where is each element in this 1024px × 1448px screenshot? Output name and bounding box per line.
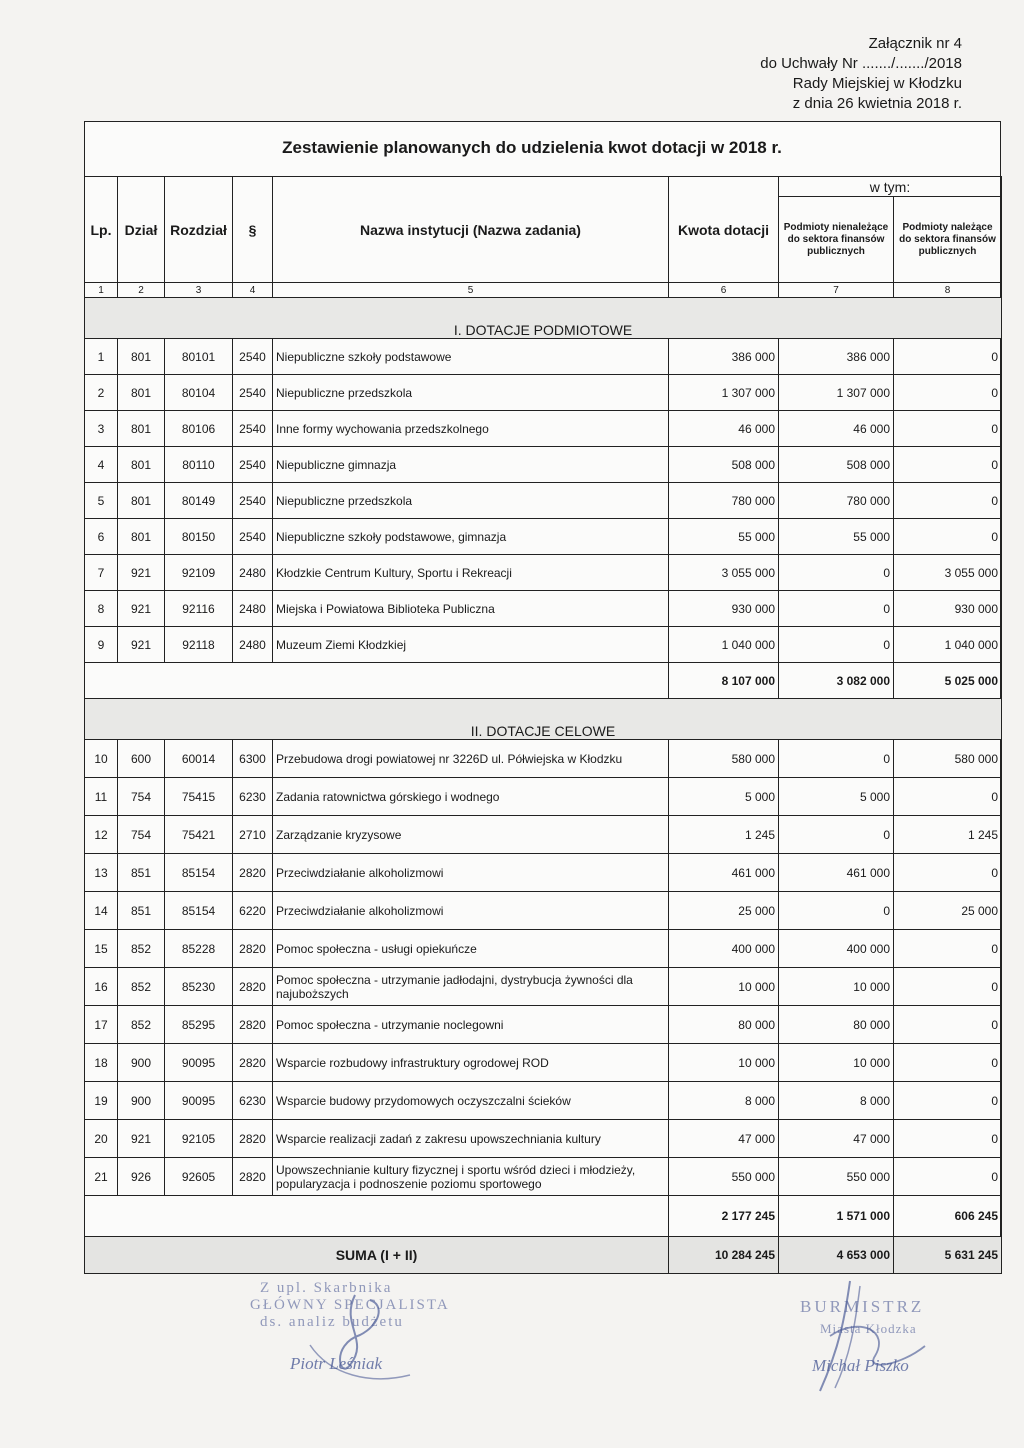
row-name: Przebudowa drogi powiatowej nr 3226D ul. Półwiejska w Kłodzku: [273, 740, 669, 778]
row-public: 25 000: [894, 892, 1002, 930]
header-amount: Kwota dotacji: [669, 177, 779, 283]
row-dzial: 801: [118, 447, 165, 483]
row-lp: 10: [85, 740, 118, 778]
row-dzial: 801: [118, 519, 165, 555]
attachment-line-2: do Uchwały Nr ......./......./2018: [760, 55, 962, 72]
row-non-public: 0: [779, 555, 894, 591]
row-paragraph: 2820: [233, 1006, 273, 1044]
row-lp: 2: [85, 375, 118, 411]
row-lp: 3: [85, 411, 118, 447]
col-number: 5: [273, 283, 669, 298]
row-lp: 1: [85, 339, 118, 375]
row-non-public: 55 000: [779, 519, 894, 555]
mayor-signature: Michał Piszko: [812, 1356, 909, 1375]
stamp-left-line-2: GŁÓWNY SPECJALISTA: [250, 1297, 450, 1313]
header-dzial: Dział: [118, 177, 165, 283]
row-name: Przeciwdziałanie alkoholizmowi: [273, 892, 669, 930]
section-2-sum-amount: 2 177 245: [669, 1196, 779, 1237]
row-amount: 8 000: [669, 1082, 779, 1120]
row-dzial: 852: [118, 968, 165, 1006]
row-name: Pomoc społeczna - usługi opiekuńcze: [273, 930, 669, 968]
row-name: Upowszechnianie kultury fizycznej i sportu wśród dzieci i młodzieży, popularyzacja i podnoszenie poziomu sportowego: [273, 1158, 669, 1196]
header-non-public: Podmioty nienależące do sektora finansów publicznych: [779, 197, 894, 283]
row-lp: 11: [85, 778, 118, 816]
column-numbers-row: [85, 283, 1002, 298]
row-name: Niepubliczne gimnazja: [273, 447, 669, 483]
row-paragraph: 6220: [233, 892, 273, 930]
row-amount: 47 000: [669, 1120, 779, 1158]
section-1-sum-non-public: 3 082 000: [779, 663, 894, 699]
row-paragraph: 2710: [233, 816, 273, 854]
row-non-public: 0: [779, 591, 894, 627]
row-public: 580 000: [894, 740, 1002, 778]
header-lp: Lp.: [85, 177, 118, 283]
table-row: [85, 740, 1002, 778]
stamp-right-line-2: Miasta Kłodzka: [820, 1321, 917, 1336]
row-amount: 400 000: [669, 930, 779, 968]
row-paragraph: 6230: [233, 778, 273, 816]
row-amount: 1 245: [669, 816, 779, 854]
grand-total-public: 5 631 245: [894, 1237, 1002, 1274]
col-number: 8: [894, 283, 1002, 298]
header-public: Podmioty należące do sektora finansów publicznych: [894, 197, 1002, 283]
row-rozdzial: 75421: [165, 816, 233, 854]
row-public: 1 245: [894, 816, 1002, 854]
row-name: Niepubliczne szkoły podstawowe, gimnazja: [273, 519, 669, 555]
row-dzial: 801: [118, 339, 165, 375]
row-name: Pomoc społeczna - utrzymanie noclegowni: [273, 1006, 669, 1044]
row-non-public: 0: [779, 892, 894, 930]
row-name: Przeciwdziałanie alkoholizmowi: [273, 854, 669, 892]
table-row: [85, 968, 1002, 1006]
row-paragraph: 6230: [233, 1082, 273, 1120]
row-rozdzial: 85228: [165, 930, 233, 968]
row-lp: 17: [85, 1006, 118, 1044]
row-public: 0: [894, 411, 1002, 447]
row-rozdzial: 92116: [165, 591, 233, 627]
row-rozdzial: 85154: [165, 854, 233, 892]
row-name: Pomoc społeczna - utrzymanie jadłodajni, dystrybucja żywności dla najuboższych: [273, 968, 669, 1006]
row-public: 0: [894, 1082, 1002, 1120]
table-row: [85, 816, 1002, 854]
row-name: Niepubliczne przedszkola: [273, 483, 669, 519]
col-number: 1: [85, 283, 118, 298]
row-rozdzial: 80110: [165, 447, 233, 483]
row-public: 0: [894, 1158, 1002, 1196]
row-dzial: 852: [118, 1006, 165, 1044]
row-lp: 15: [85, 930, 118, 968]
row-amount: 80 000: [669, 1006, 779, 1044]
row-rozdzial: 90095: [165, 1082, 233, 1120]
row-public: 1 040 000: [894, 627, 1002, 663]
grand-total-amount: 10 284 245: [669, 1237, 779, 1274]
row-amount: 10 000: [669, 1044, 779, 1082]
row-paragraph: 2540: [233, 375, 273, 411]
table-row: [85, 483, 1002, 519]
section-1-title: I. DOTACJE PODMIOTOWE: [85, 298, 1002, 339]
row-public: 3 055 000: [894, 555, 1002, 591]
row-amount: 550 000: [669, 1158, 779, 1196]
section-2-title: II. DOTACJE CELOWE: [85, 699, 1002, 740]
table-row: [85, 591, 1002, 627]
row-public: 0: [894, 519, 1002, 555]
row-paragraph: 2820: [233, 1158, 273, 1196]
row-lp: 21: [85, 1158, 118, 1196]
table-row: [85, 1082, 1002, 1120]
col-number: 3: [165, 283, 233, 298]
attachment-line-3: Rady Miejskiej w Kłodzku: [792, 75, 962, 92]
row-lp: 20: [85, 1120, 118, 1158]
row-non-public: 5 000: [779, 778, 894, 816]
row-lp: 7: [85, 555, 118, 591]
row-rozdzial: 80104: [165, 375, 233, 411]
header-name: Nazwa instytucji (Nazwa zadania): [273, 177, 669, 283]
row-name: Muzeum Ziemi Kłodzkiej: [273, 627, 669, 663]
row-paragraph: 2540: [233, 447, 273, 483]
section-2-sum-non-public: 1 571 000: [779, 1196, 894, 1237]
treasurer-signature-scribble: [300, 1285, 420, 1395]
row-public: 930 000: [894, 591, 1002, 627]
row-non-public: 400 000: [779, 930, 894, 968]
row-public: 0: [894, 1044, 1002, 1082]
table-row: [85, 339, 1002, 375]
row-non-public: 508 000: [779, 447, 894, 483]
row-rozdzial: 92105: [165, 1120, 233, 1158]
row-non-public: 8 000: [779, 1082, 894, 1120]
row-amount: 580 000: [669, 740, 779, 778]
row-lp: 6: [85, 519, 118, 555]
row-name: Kłodzkie Centrum Kultury, Sportu i Rekreacji: [273, 555, 669, 591]
section-2-sum-public: 606 245: [894, 1196, 1002, 1237]
row-paragraph: 2480: [233, 591, 273, 627]
row-paragraph: 2820: [233, 1044, 273, 1082]
row-rozdzial: 75415: [165, 778, 233, 816]
table-row: [85, 778, 1002, 816]
row-public: 0: [894, 375, 1002, 411]
row-dzial: 921: [118, 627, 165, 663]
row-public: 0: [894, 447, 1002, 483]
row-name: Wsparcie rozbudowy infrastruktury ogrodowej ROD: [273, 1044, 669, 1082]
treasurer-signature: Piotr Leśniak: [290, 1354, 383, 1373]
row-rozdzial: 80101: [165, 339, 233, 375]
row-amount: 1 040 000: [669, 627, 779, 663]
table-row: [85, 519, 1002, 555]
table-row: [85, 447, 1002, 483]
row-non-public: 10 000: [779, 1044, 894, 1082]
section-1-header: [85, 298, 1002, 339]
table-row: [85, 411, 1002, 447]
row-name: Niepubliczne przedszkola: [273, 375, 669, 411]
row-lp: 14: [85, 892, 118, 930]
row-lp: 13: [85, 854, 118, 892]
row-dzial: 600: [118, 740, 165, 778]
row-paragraph: 2820: [233, 968, 273, 1006]
row-non-public: 0: [779, 627, 894, 663]
row-public: 0: [894, 854, 1002, 892]
row-lp: 19: [85, 1082, 118, 1120]
row-dzial: 852: [118, 930, 165, 968]
stamp-right-line-1: BURMISTRZ: [800, 1297, 925, 1316]
header-w-tym: w tym:: [779, 177, 1002, 197]
row-public: 0: [894, 968, 1002, 1006]
section-2-sum: [85, 1196, 1002, 1237]
row-lp: 8: [85, 591, 118, 627]
attachment-note: [760, 34, 962, 114]
row-non-public: 10 000: [779, 968, 894, 1006]
row-dzial: 754: [118, 778, 165, 816]
row-paragraph: 2540: [233, 411, 273, 447]
row-amount: 508 000: [669, 447, 779, 483]
table-row: [85, 1158, 1002, 1196]
row-paragraph: 2820: [233, 854, 273, 892]
row-rozdzial: 92118: [165, 627, 233, 663]
row-non-public: 80 000: [779, 1006, 894, 1044]
row-rozdzial: 92605: [165, 1158, 233, 1196]
row-name: Zarządzanie kryzysowe: [273, 816, 669, 854]
row-dzial: 900: [118, 1044, 165, 1082]
table-row: [85, 1006, 1002, 1044]
row-lp: 4: [85, 447, 118, 483]
row-dzial: 921: [118, 1120, 165, 1158]
row-amount: 10 000: [669, 968, 779, 1006]
row-non-public: 47 000: [779, 1120, 894, 1158]
row-name: Niepubliczne szkoły podstawowe: [273, 339, 669, 375]
row-dzial: 851: [118, 892, 165, 930]
row-non-public: 386 000: [779, 339, 894, 375]
stamp-left-line-3: ds. analiz budżetu: [260, 1314, 404, 1330]
table-row: [85, 1120, 1002, 1158]
row-dzial: 921: [118, 555, 165, 591]
row-paragraph: 2480: [233, 627, 273, 663]
row-paragraph: 2540: [233, 519, 273, 555]
table-row: [85, 1044, 1002, 1082]
table-row: [85, 854, 1002, 892]
row-amount: 25 000: [669, 892, 779, 930]
row-paragraph: 6300: [233, 740, 273, 778]
row-dzial: 926: [118, 1158, 165, 1196]
row-public: 0: [894, 339, 1002, 375]
section-2-header: [85, 699, 1002, 740]
row-public: 0: [894, 778, 1002, 816]
row-amount: 5 000: [669, 778, 779, 816]
row-dzial: 851: [118, 854, 165, 892]
subsidy-table: [84, 176, 1002, 1274]
row-rozdzial: 85230: [165, 968, 233, 1006]
row-amount: 780 000: [669, 483, 779, 519]
row-amount: 1 307 000: [669, 375, 779, 411]
section-1-sum: [85, 663, 1002, 699]
attachment-line-1: Załącznik nr 4: [868, 35, 962, 52]
row-lp: 18: [85, 1044, 118, 1082]
row-rozdzial: 90095: [165, 1044, 233, 1082]
row-name: Inne formy wychowania przedszkolnego: [273, 411, 669, 447]
row-amount: 461 000: [669, 854, 779, 892]
table-row: [85, 555, 1002, 591]
document-title: Zestawienie planowanych do udzielenia kwot dotacji w 2018 r.: [282, 138, 782, 157]
row-public: 0: [894, 483, 1002, 519]
row-rozdzial: 80149: [165, 483, 233, 519]
row-dzial: 801: [118, 483, 165, 519]
row-lp: 16: [85, 968, 118, 1006]
row-paragraph: 2540: [233, 339, 273, 375]
row-non-public: 0: [779, 740, 894, 778]
table-row: [85, 892, 1002, 930]
grand-total-label: SUMA (I + II): [85, 1237, 669, 1274]
header-paragraph: §: [233, 177, 273, 283]
row-non-public: 550 000: [779, 1158, 894, 1196]
col-number: 7: [779, 283, 894, 298]
row-non-public: 780 000: [779, 483, 894, 519]
header-rozdzial: Rozdział: [165, 177, 233, 283]
row-name: Wsparcie realizacji zadań z zakresu upowszechniania kultury: [273, 1120, 669, 1158]
row-rozdzial: 85295: [165, 1006, 233, 1044]
table-row: [85, 627, 1002, 663]
row-public: 0: [894, 930, 1002, 968]
table-row: [85, 375, 1002, 411]
mayor-signature-scribble: [800, 1276, 940, 1396]
section-1-sum-amount: 8 107 000: [669, 663, 779, 699]
row-dzial: 801: [118, 375, 165, 411]
grand-total-non-public: 4 653 000: [779, 1237, 894, 1274]
row-paragraph: 2820: [233, 930, 273, 968]
row-amount: 930 000: [669, 591, 779, 627]
row-lp: 12: [85, 816, 118, 854]
row-dzial: 921: [118, 591, 165, 627]
row-amount: 3 055 000: [669, 555, 779, 591]
row-non-public: 0: [779, 816, 894, 854]
row-non-public: 461 000: [779, 854, 894, 892]
row-dzial: 754: [118, 816, 165, 854]
row-name: Wsparcie budowy przydomowych oczyszczalni ścieków: [273, 1082, 669, 1120]
row-paragraph: 2480: [233, 555, 273, 591]
row-amount: 46 000: [669, 411, 779, 447]
row-name: Zadania ratownictwa górskiego i wodnego: [273, 778, 669, 816]
grand-total-row: [85, 1237, 1002, 1274]
col-number: 6: [669, 283, 779, 298]
row-non-public: 46 000: [779, 411, 894, 447]
section-2-rows: [85, 740, 1002, 1196]
row-public: 0: [894, 1120, 1002, 1158]
row-paragraph: 2540: [233, 483, 273, 519]
attachment-line-4: z dnia 26 kwietnia 2018 r.: [792, 95, 962, 112]
row-non-public: 1 307 000: [779, 375, 894, 411]
row-rozdzial: 80106: [165, 411, 233, 447]
row-paragraph: 2820: [233, 1120, 273, 1158]
row-rozdzial: 80150: [165, 519, 233, 555]
col-number: 4: [233, 283, 273, 298]
row-dzial: 801: [118, 411, 165, 447]
col-number: 2: [118, 283, 165, 298]
row-amount: 386 000: [669, 339, 779, 375]
row-lp: 5: [85, 483, 118, 519]
table-row: [85, 930, 1002, 968]
row-rozdzial: 92109: [165, 555, 233, 591]
row-public: 0: [894, 1006, 1002, 1044]
stamp-left-line-1: Z upl. Skarbnika: [260, 1280, 393, 1296]
row-lp: 9: [85, 627, 118, 663]
row-dzial: 900: [118, 1082, 165, 1120]
section-1-sum-public: 5 025 000: [894, 663, 1002, 699]
row-rozdzial: 85154: [165, 892, 233, 930]
row-name: Miejska i Powiatowa Biblioteka Publiczna: [273, 591, 669, 627]
row-rozdzial: 60014: [165, 740, 233, 778]
section-1-rows: [85, 339, 1002, 663]
row-amount: 55 000: [669, 519, 779, 555]
